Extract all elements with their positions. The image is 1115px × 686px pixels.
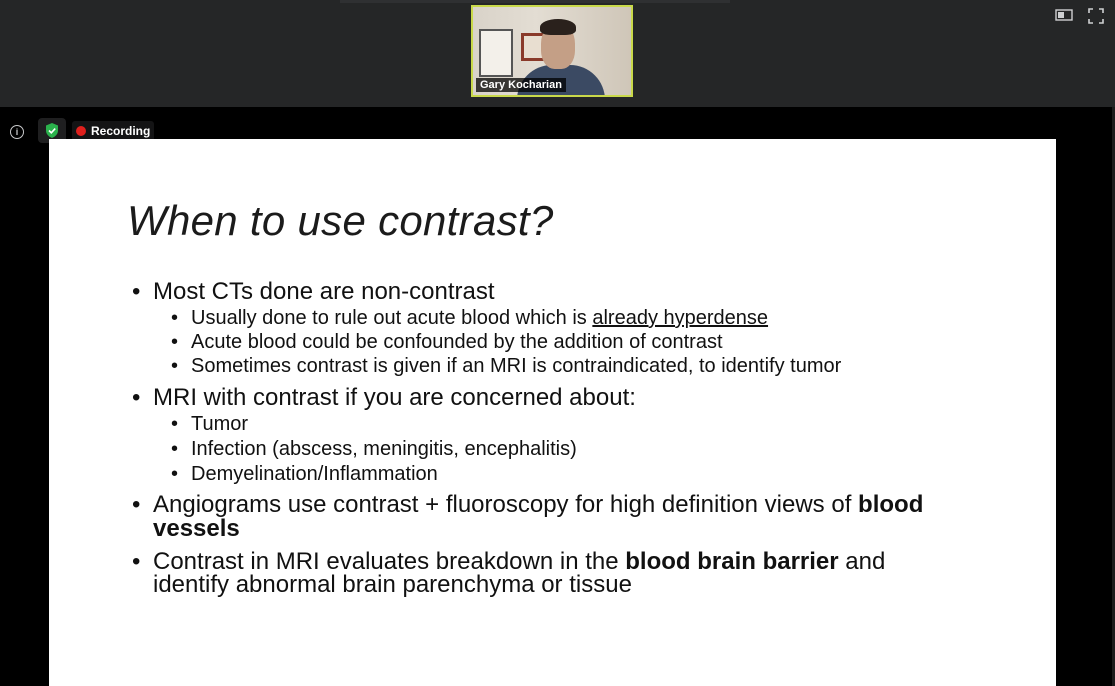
- bullet-level1: [132, 491, 924, 518]
- bullet-text: Tumor: [191, 413, 249, 435]
- bullet-dot: •: [132, 384, 141, 411]
- bullet-level2: [171, 355, 842, 377]
- bullet-level2: [171, 438, 577, 460]
- bullet-level1: [132, 384, 636, 411]
- bullet-text: and: [838, 548, 886, 575]
- bullet-level2: [171, 413, 249, 435]
- recording-indicator[interactable]: [72, 121, 154, 141]
- bold-text: blood brain barrier: [625, 548, 839, 575]
- bullet-dot: •: [171, 413, 179, 435]
- bullet-dot: •: [171, 438, 179, 460]
- recording-label: Recording: [91, 124, 151, 138]
- bullet-dot: •: [132, 278, 141, 305]
- slide-title: When to use contrast?: [127, 197, 554, 244]
- bullet-text: identify abnormal brain parenchyma or tissue: [153, 571, 632, 598]
- bold-text: vessels: [153, 515, 240, 542]
- bullet-level1: [132, 278, 495, 305]
- gallery-view-icon[interactable]: [1054, 8, 1074, 26]
- bullet-level2: [171, 331, 723, 353]
- bullet-dot: •: [171, 331, 179, 353]
- underlined-text: already hyperdense: [592, 307, 769, 329]
- bold-text: blood: [858, 491, 924, 518]
- bullet-level2: [171, 463, 438, 485]
- shared-screen-slide: [49, 139, 1056, 686]
- bullet-continuation: [153, 516, 240, 542]
- bullet-text: Sometimes contrast is given if an MRI is contraindicated, to identify tumor: [191, 355, 842, 377]
- bullet-text: Angiograms use contrast + fluoroscopy for high definition views of: [153, 491, 859, 518]
- bullet-text: Usually done to rule out acute blood which is: [191, 307, 593, 329]
- fullscreen-icon[interactable]: [1086, 8, 1106, 26]
- participant-video-tile[interactable]: [471, 5, 633, 97]
- drag-handle[interactable]: [340, 0, 730, 3]
- bullet-text: Most CTs done are non-contrast: [153, 278, 495, 305]
- bullet-text: Demyelination/Inflammation: [191, 463, 438, 485]
- bullet-continuation: [153, 572, 632, 598]
- bullet-text: Infection (abscess, meningitis, encephalitis): [191, 438, 577, 460]
- bullet-text: Acute blood could be confounded by the addition of contrast: [191, 331, 723, 353]
- bullet-dot: •: [171, 355, 179, 377]
- bullet-level2: [171, 307, 769, 329]
- video-strip: [0, 0, 1115, 107]
- bullet-text: Contrast in MRI evaluates breakdown in the: [153, 548, 626, 575]
- bullet-text: MRI with contrast if you are concerned about:: [153, 384, 636, 411]
- bullet-dot: •: [132, 491, 141, 518]
- bullet-dot: •: [171, 307, 179, 329]
- recording-dot-icon: [76, 126, 86, 136]
- participant-name: Gary Kocharian: [476, 78, 566, 92]
- bullet-dot: •: [132, 548, 141, 575]
- wall-frame: [479, 29, 513, 77]
- participant-hair: [540, 19, 576, 35]
- bullet-dot: •: [171, 463, 179, 485]
- info-icon[interactable]: i: [7, 121, 27, 141]
